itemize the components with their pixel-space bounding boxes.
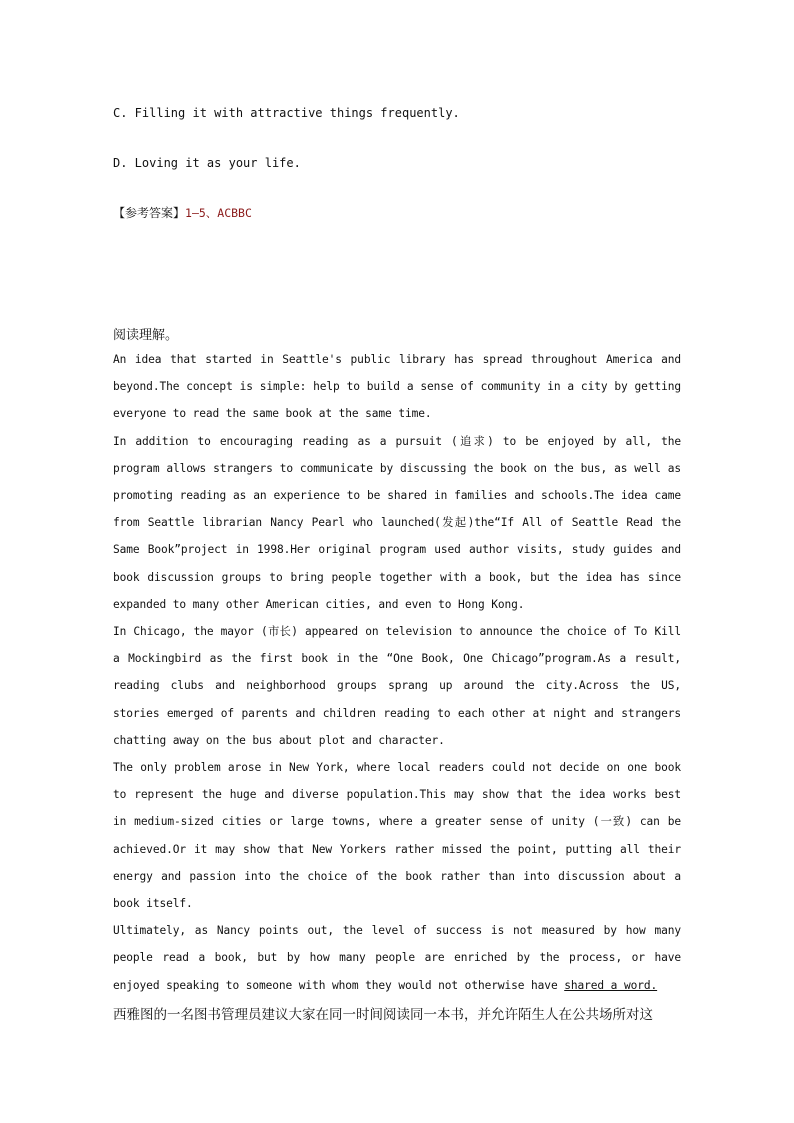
- underlined-phrase: shared a word.: [564, 978, 658, 992]
- passage-paragraph-4: The only problem arose in New York, where local readers could not decide on one book to represent the huge and diverse population.This may show that the idea works best in medium-sized cities or large towns, where a greater sense of unity (一致) can be achieved.Or it may show that New Yorkers rather missed the point, putting all their energy and passion into the choice of the book rather than into discussion about a book itself.: [113, 761, 681, 911]
- reading-passage: [113, 346, 681, 999]
- passage-paragraph-5: [113, 917, 681, 999]
- passage-paragraph-1: An idea that started in Seattle's public library has spread throughout America and beyond.The concept is simple: help to build a sense of community in a city by getting everyone to read the same book at the same time.: [113, 353, 681, 421]
- option-d: D. Loving it as your life.: [113, 156, 301, 170]
- chinese-summary-line: 西雅图的一名图书管理员建议大家在同一时间阅读同一本书，并允许陌生人在公共场所对这: [113, 1007, 653, 1023]
- answer-value: 1—5、ACBBC: [185, 206, 252, 220]
- reference-answer: [113, 204, 252, 221]
- passage-paragraph-2: In addition to encouraging reading as a pursuit (追求) to be enjoyed by all, the program allows strangers to communicate by discussing the book on the bus, as well as promoting reading as an experience to be shared in families and schools.The idea came from Seattle librarian Nancy Pearl who launched(发起)the“If All of Seattle Read the Same Book”project in 1998.Her original program used author visits, study guides and book discussion groups to bring people together with a book, but the idea has since expanded to many other American cities, and even to Hong Kong.: [113, 434, 681, 611]
- passage-paragraph-5-text: Ultimately, as Nancy points out, the level of success is not measured by how many people read a book, but by how many people are enriched by the process, or have enjoyed speaking to someone with whom they would not otherwise have: [113, 924, 681, 992]
- section-heading: 阅读理解。: [113, 328, 179, 343]
- passage-paragraph-3: In Chicago, the mayor (市长) appeared on television to announce the choice of To Kill a Mockingbird as the first book in the “One Book, One Chicago”program.As a result, reading clubs and neighborhood groups sprang up around the city.Across the US, stories emerged of parents and children reading to each other at night and strangers chatting away on the bus about plot and character.: [113, 625, 681, 747]
- option-c: C. Filling it with attractive things frequently.: [113, 106, 460, 120]
- answer-label: 【参考答案】: [113, 206, 186, 220]
